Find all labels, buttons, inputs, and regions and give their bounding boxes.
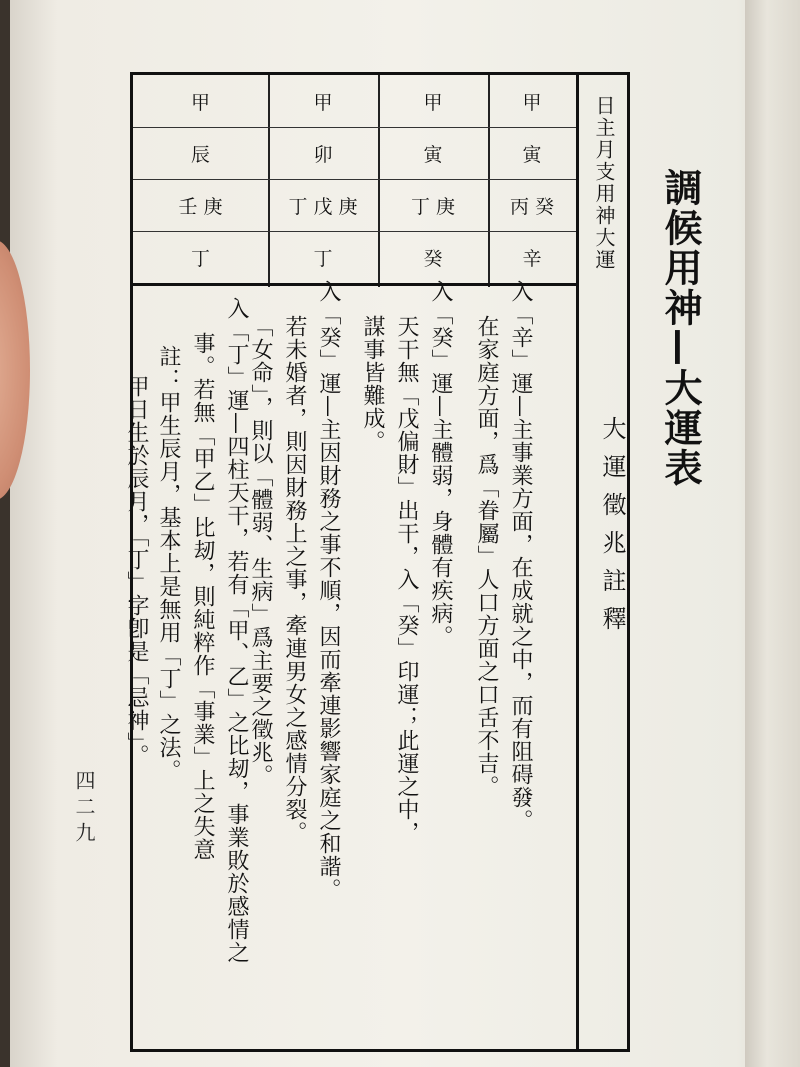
next-page-edge [745,0,800,1067]
section-heading: 大運徵兆註釋 [598,416,626,644]
cell-month-branch: 寅 [522,143,542,166]
entry-line: 入「辛」運—主事業方面，在成就之中，而有阻碍發。 [508,280,533,832]
cell-day-master: 甲 [522,91,542,114]
cell-month-branch: 卯 [313,143,333,166]
table-header-label: 日主月支用神大運 [592,95,616,271]
entry-note: 甲日生於辰月，「丁」字卽是「忌神」。 [124,375,149,767]
entry-note: 註：甲生辰月，基本上是無用「丁」之法。 [156,345,181,782]
cell-luck: 丁 [313,247,333,270]
cell-day-master: 甲 [190,91,210,114]
entry-line: 在家庭方面，爲「眷屬」人口方面之口舌不吉。 [474,315,499,798]
cell-luck: 丁 [190,247,210,270]
cell-useful-gods: 丁 戊 庚 [288,195,358,218]
cell-day-master: 甲 [313,91,333,114]
page-title: 調候用神—大運表 [658,168,702,488]
entry-line: 事。若無「甲乙」比刼，則純粹作「事業」上之失意 [190,332,215,861]
cell-luck: 辛 [522,247,542,270]
cell-day-master: 甲 [423,91,443,114]
page-number: 四二九 [72,770,96,848]
cell-luck: 癸 [423,247,443,270]
entry-line: 若未婚者，則因財務上之事，牽連男女之感情分裂。 [282,315,307,844]
cell-month-branch: 寅 [423,143,443,166]
entry-line: 入「癸」運—主因財務之事不順，因而牽連影響家庭之和諧。 [316,280,341,901]
entry-line: 「女命」，則以「體弱、生病」爲主要之徵兆。 [248,315,273,787]
entry-line: 入「丁」運—四柱天干，若有「甲、乙」之比刼，事業敗於感情之 [224,297,249,964]
entry-line: 天干無「戊偏財」出干，入「癸」印運；此運之中， [394,315,419,844]
entry-line: 入「癸」運—主體弱，身體有疾病。 [428,280,453,648]
book-page [10,0,800,1067]
cell-useful-gods: 丙 癸 [509,195,555,218]
cell-useful-gods: 壬 庚 [178,195,223,218]
luck-table-frame [124,72,630,1052]
cell-useful-gods: 丁 庚 [410,195,456,218]
entry-line: 謀事皆難成。 [360,315,385,453]
cell-month-branch: 辰 [190,143,210,166]
